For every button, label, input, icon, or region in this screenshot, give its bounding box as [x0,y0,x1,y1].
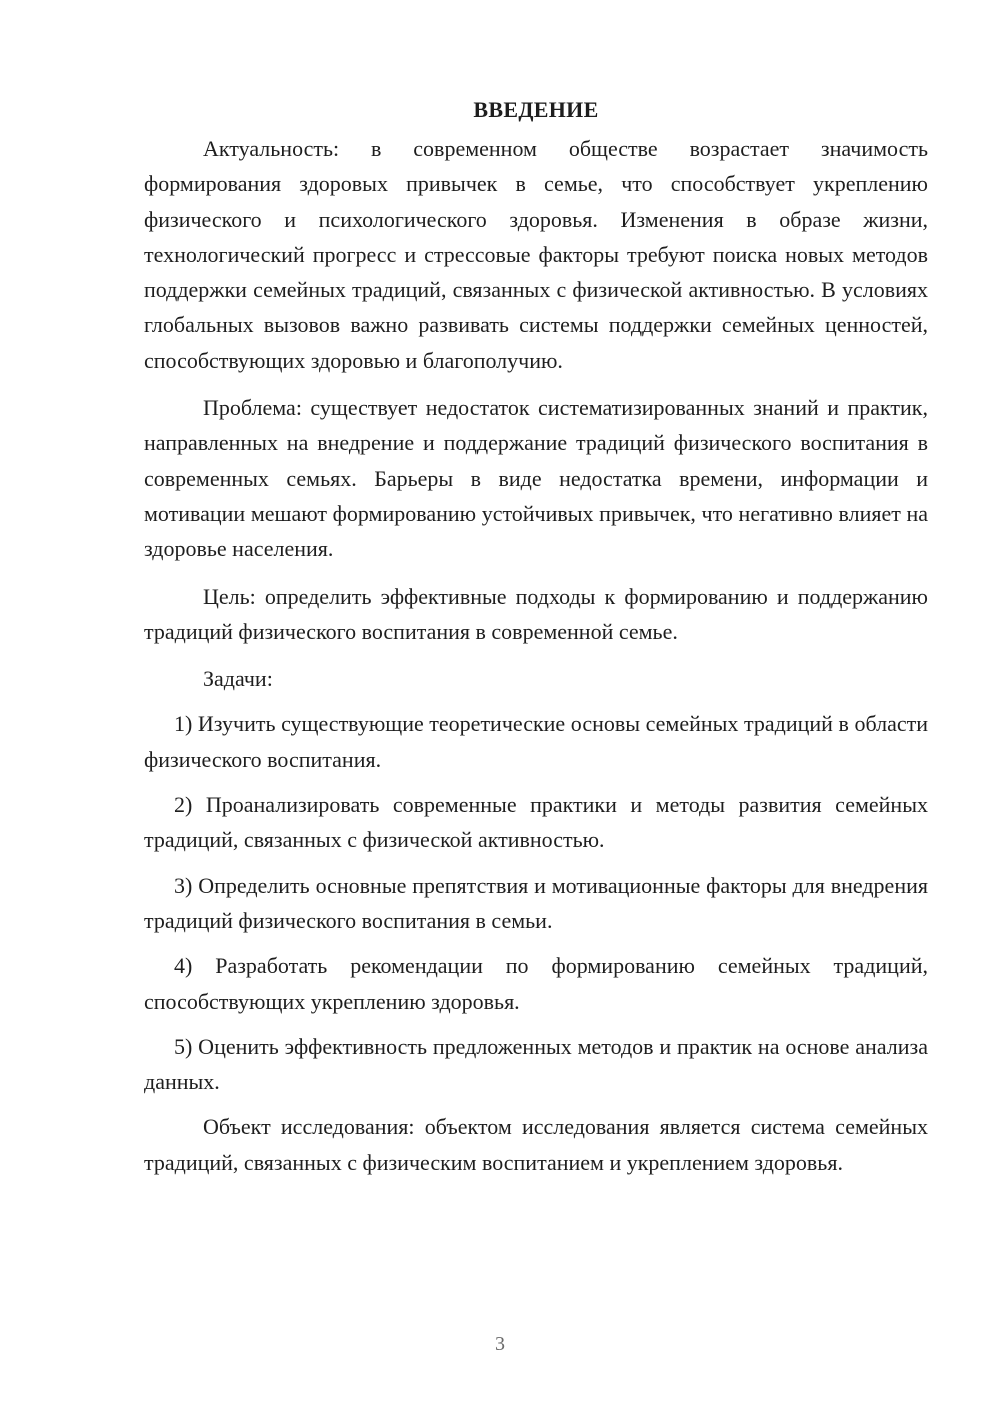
section-heading: ВВЕДЕНИЕ [473,97,599,122]
goal-paragraph: Цель: определить эффективные подходы к формированию и поддержанию традиций физического воспитания в современной семье. [144,583,928,644]
task-item-2: 2) Проанализировать современные практики и методы развития семейных традиций, связанных с физической активностью. [144,792,928,853]
page-number: 3 [495,1333,505,1355]
task-item-4: 4) Разработать рекомендации по формированию семейных традиций, способствующих укреплению здоровья. [144,953,928,1014]
research-object-paragraph: Объект исследования: объектом исследования является система семейных традиций, связанных с физическим воспитанием и укреплением здоровья. [144,1114,928,1175]
task-item-3: 3) Определить основные препятствия и мотивационные факторы для внедрения традиций физического воспитания в семьи. [144,872,928,933]
problem-paragraph: Проблема: существует недостаток систематизированных знаний и практик, направленных на внедрение и поддержание традиций физического воспитания в современных семьях. Барьеры в виде недостатка времени, информации и мотивации мешают формированию устойчивых привычек, что негативно влияет на здоровье населения. [144,395,928,562]
task-item-1: 1) Изучить существующие теоретические основы семейных традиций в области физического воспитания. [144,711,928,772]
document-page [144,92,928,1180]
task-item-5: 5) Оценить эффективность предложенных методов и практик на основе анализа данных. [144,1033,928,1095]
tasks-label: Задачи: [203,666,273,692]
relevance-paragraph: Актуальность: в современном обществе возрастает значимость формирования здоровых привычек в семье, что способствует укреплению физического и психологического здоровья. Изменения в образе жизни, технологический прогресс и стрессовые факторы требуют поиска новых методов поддержки семейных традиций, связанных с физической активностью. В условиях глобальных вызовов важно развивать системы поддержки семейных ценностей, способствующих здоровью и благополучию. [144,136,928,373]
